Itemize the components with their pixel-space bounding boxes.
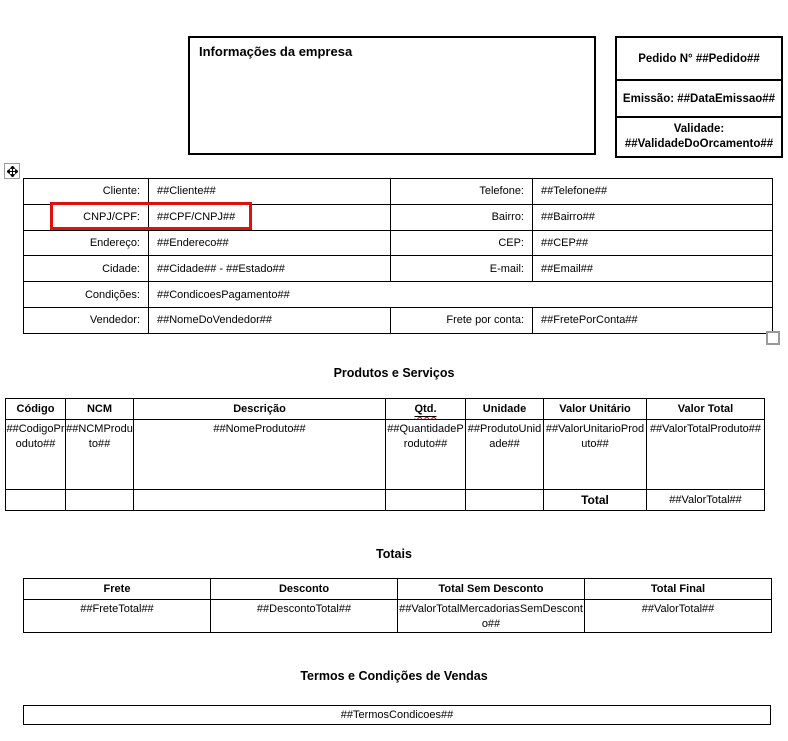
vendedor-value[interactable]: ##NomeDoVendedor## (149, 307, 391, 333)
telefone-label: Telefone: (391, 179, 533, 205)
order-number-cell[interactable]: Pedido N° ##Pedido## (638, 52, 760, 65)
email-label: E-mail: (391, 256, 533, 282)
frete-por-conta-value[interactable]: ##FretePorConta## (533, 307, 773, 333)
empty-cell (466, 490, 544, 511)
move-arrows-icon (7, 166, 18, 177)
order-header-box (615, 36, 783, 158)
cep-value[interactable]: ##CEP## (533, 230, 773, 256)
condicoes-label: Condições: (24, 282, 149, 308)
totals-table (23, 578, 772, 633)
order-validity-cell[interactable] (617, 116, 781, 156)
empty-cell (134, 490, 386, 511)
qtd-header: Qtd. (386, 399, 466, 420)
valor-unitario-header: Valor Unitário (544, 399, 647, 420)
order-validity-label: Validade: (673, 123, 725, 136)
table-row (24, 204, 773, 230)
products-data-row (6, 420, 765, 490)
cnpj-cpf-label: CNPJ/CPF: (24, 204, 149, 230)
desconto-total-cell[interactable]: ##DescontoTotal## (211, 600, 398, 633)
telefone-value[interactable]: ##Telefone## (533, 179, 773, 205)
products-table (5, 398, 765, 511)
frete-total-cell[interactable]: ##FreteTotal## (24, 600, 211, 633)
table-row (24, 307, 773, 333)
nome-produto-cell[interactable]: ##NomeProduto## (134, 420, 386, 490)
endereco-label: Endereço: (24, 230, 149, 256)
company-info-box[interactable] (188, 36, 596, 155)
table-row (24, 282, 773, 308)
total-label: Total (544, 490, 647, 511)
products-total-row (6, 490, 765, 511)
total-sem-desconto-header: Total Sem Desconto (398, 579, 585, 600)
endereco-value[interactable]: ##Endereco## (149, 230, 391, 256)
desconto-header: Desconto (211, 579, 398, 600)
descricao-header: Descrição (134, 399, 386, 420)
table-row (24, 179, 773, 205)
vendedor-label: Vendedor: (24, 307, 149, 333)
valor-total-produto-cell[interactable]: ##ValorTotalProduto## (647, 420, 765, 490)
order-emission-cell[interactable]: Emissão: ##DataEmissao## (617, 79, 781, 116)
valor-total-cell[interactable]: ##ValorTotal## (647, 490, 765, 511)
products-header-row (6, 399, 765, 420)
empty-cell (66, 490, 134, 511)
terms-table (23, 705, 771, 725)
valor-unitario-produto-cell[interactable]: ##ValorUnitarioProduto## (544, 420, 647, 490)
cidade-label: Cidade: (24, 256, 149, 282)
cliente-value[interactable]: ##Cliente## (149, 179, 391, 205)
quantidade-produto-cell[interactable]: ##QuantidadeProduto## (386, 420, 466, 490)
codigo-produto-cell[interactable]: ##CodigoProduto## (6, 420, 66, 490)
products-section-title: Produtos e Serviços (333, 366, 455, 380)
condicoes-value[interactable]: ##CondicoesPagamento## (149, 282, 773, 308)
table-resize-handle[interactable] (766, 331, 780, 345)
bairro-value[interactable]: ##Bairro## (533, 204, 773, 230)
company-info-title: Informações da empresa (199, 44, 353, 59)
total-final-header: Total Final (585, 579, 772, 600)
email-value[interactable]: ##Email## (533, 256, 773, 282)
table-row (24, 230, 773, 256)
order-validity-value: ##ValidadeDoOrcamento## (624, 138, 774, 150)
terms-row (24, 706, 771, 725)
cidade-value[interactable]: ##Cidade## - ##Estado## (149, 256, 391, 282)
cep-label: CEP: (391, 230, 533, 256)
cnpj-cpf-value[interactable]: ##CPF/CNPJ## (149, 204, 391, 230)
table-row (24, 256, 773, 282)
unidade-header: Unidade (466, 399, 544, 420)
totals-section-title: Totais (376, 547, 412, 561)
table-move-handle-icon[interactable] (4, 163, 20, 179)
codigo-header: Código (6, 399, 66, 420)
empty-cell (6, 490, 66, 511)
frete-header: Frete (24, 579, 211, 600)
produto-unidade-cell[interactable]: ##ProdutoUnidade## (466, 420, 544, 490)
ncm-header: NCM (66, 399, 134, 420)
frete-por-conta-label: Frete por conta: (391, 307, 533, 333)
totals-header-row (24, 579, 772, 600)
terms-section-title: Termos e Condições de Vendas (300, 669, 488, 683)
cliente-label: Cliente: (24, 179, 149, 205)
empty-cell (386, 490, 466, 511)
client-info-table (23, 178, 773, 334)
bairro-label: Bairro: (391, 204, 533, 230)
valor-total-header: Valor Total (647, 399, 765, 420)
total-final-cell[interactable]: ##ValorTotal## (585, 600, 772, 633)
totals-data-row (24, 600, 772, 633)
termos-condicoes-cell[interactable]: ##TermosCondicoes## (24, 706, 771, 725)
valor-total-sem-desconto-cell[interactable]: ##ValorTotalMercadoriasSemDesconto## (398, 600, 585, 633)
ncm-produto-cell[interactable]: ##NCMProduto## (66, 420, 134, 490)
